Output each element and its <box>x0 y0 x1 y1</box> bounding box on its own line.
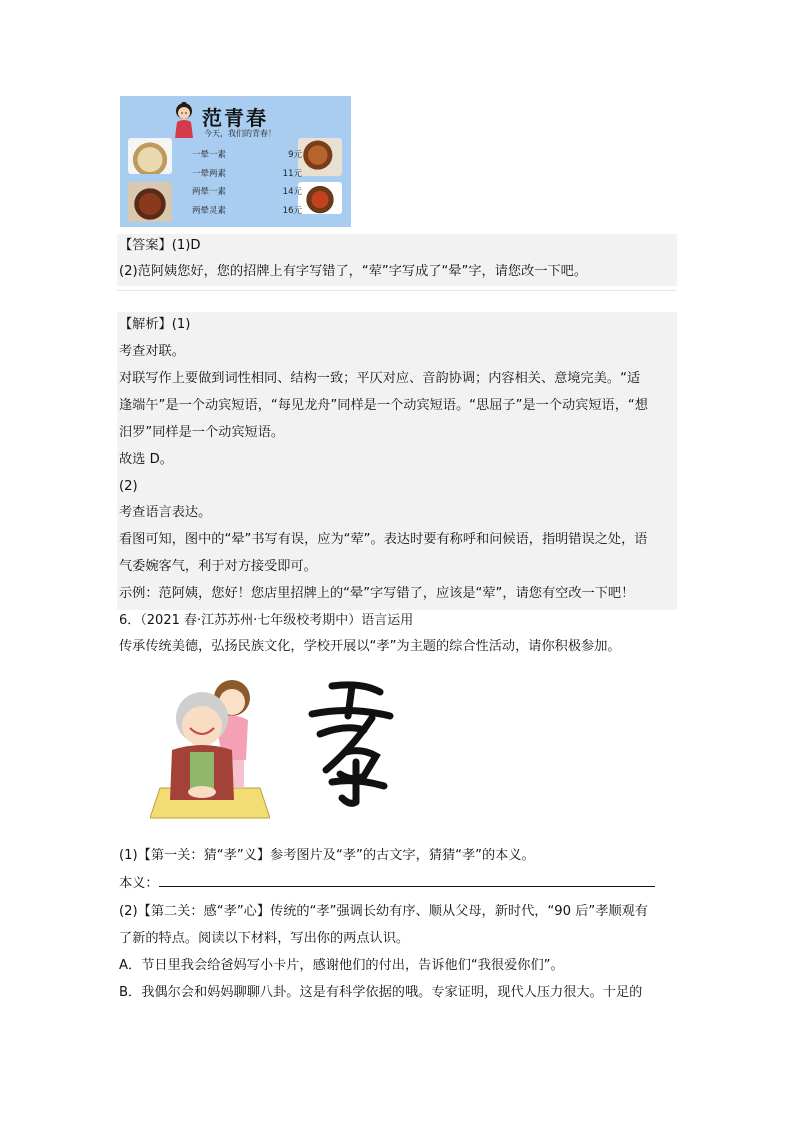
menu-row <box>192 165 302 184</box>
analysis-line: (2) <box>119 479 138 494</box>
question-part-2: (2)【第二关：感“孝”心】传统的“孝”强调长幼有序、顺从父母，新时代，“90 后”孝顺观有 <box>119 904 649 919</box>
sign-slogan: 今天，我们的青春！ <box>204 129 276 138</box>
analysis-line: 气委婉客气，利于对方接受即可。 <box>119 559 317 574</box>
sign-brand: 范青春 <box>202 106 268 130</box>
material-a: A．节日里我会给爸妈写小卡片，感谢他们的付出，告诉他们“我很爱你们”。 <box>119 958 564 973</box>
menu-item-price: 16元 <box>282 205 302 216</box>
menu-item-name: 一晕一素 <box>192 150 227 160</box>
analysis-line: 对联写作上要做到词性相同、结构一致；平仄对应、音韵协调；内容相关、意境完美。“适 <box>119 371 641 386</box>
benyi-label: 本义： <box>119 876 159 891</box>
dish-photo <box>128 182 172 222</box>
question-part-1: (1)【第一关：猜“孝”义】参考图片及“孝”的古文字，猜猜“孝”的本义。 <box>119 848 535 863</box>
menu-item-name: 两晕一素 <box>192 187 227 197</box>
material-b: B．我偶尔会和妈妈聊聊八卦。这是有科学依据的哦。专家证明，现代人压力很大。十足的 <box>119 985 643 1000</box>
analysis-line: 考查对联。 <box>119 344 185 359</box>
analysis-line: 考查语言表达。 <box>119 505 212 520</box>
menu-item-price: 14元 <box>282 187 302 197</box>
answer-line: (2)范阿姨您好，您的招牌上有字写错了，“荤”字写成了“晕”字，请您改一下吧。 <box>119 264 588 279</box>
question-intro: 传承传统美德，弘扬民族文化，学校开展以“孝”为主题的综合性活动，请你积极参加。 <box>119 639 621 654</box>
analysis-line: 汨罗”同样是一个动宾短语。 <box>119 425 285 440</box>
menu-item-name: 一晕两素 <box>192 168 227 179</box>
menu-row <box>192 183 302 202</box>
analysis-line: 故选 D。 <box>119 452 173 467</box>
divider <box>117 290 677 291</box>
girl-mascot-icon <box>172 102 196 142</box>
sign-menu <box>192 146 302 220</box>
menu-item-price: 9元 <box>288 150 302 160</box>
grandma-girl-illustration <box>150 668 270 830</box>
question-title: 6．（2021 春·江苏苏州·七年级校考期中）语言运用 <box>119 613 414 628</box>
menu-row <box>192 146 302 165</box>
menu-row <box>192 202 302 221</box>
question-part-2: 了新的特点。阅读以下材料，写出你的两点认识。 <box>119 931 410 946</box>
restaurant-sign-image <box>120 96 351 227</box>
dish-photo <box>298 138 342 176</box>
analysis-heading: 【解析】(1) <box>119 317 191 332</box>
analysis-line: 逢端午”是一个动宾短语，“每见龙舟”同样是一个动宾短语。“思屈子”是一个动宾短语，“想 <box>119 398 648 413</box>
menu-item-price: 11元 <box>282 168 302 179</box>
dish-photo <box>298 182 342 214</box>
answer-line: 【答案】(1)D <box>119 238 201 253</box>
analysis-line: 看图可知，图中的“晕”书写有误，应为“荤”。表达时要有称呼和问候语，指明错误之处，语 <box>119 532 648 547</box>
dish-photo <box>128 138 172 174</box>
answer-blank[interactable] <box>159 872 655 887</box>
benyi-line <box>119 872 655 895</box>
analysis-line: 示例：范阿姨，您好！您店里招牌上的“晕”字写错了，应该是“荤”，请您有空改一下吧！ <box>119 586 635 601</box>
menu-item-name: 两晕灵素 <box>192 205 227 216</box>
ancient-xiao-character-icon <box>302 678 402 808</box>
